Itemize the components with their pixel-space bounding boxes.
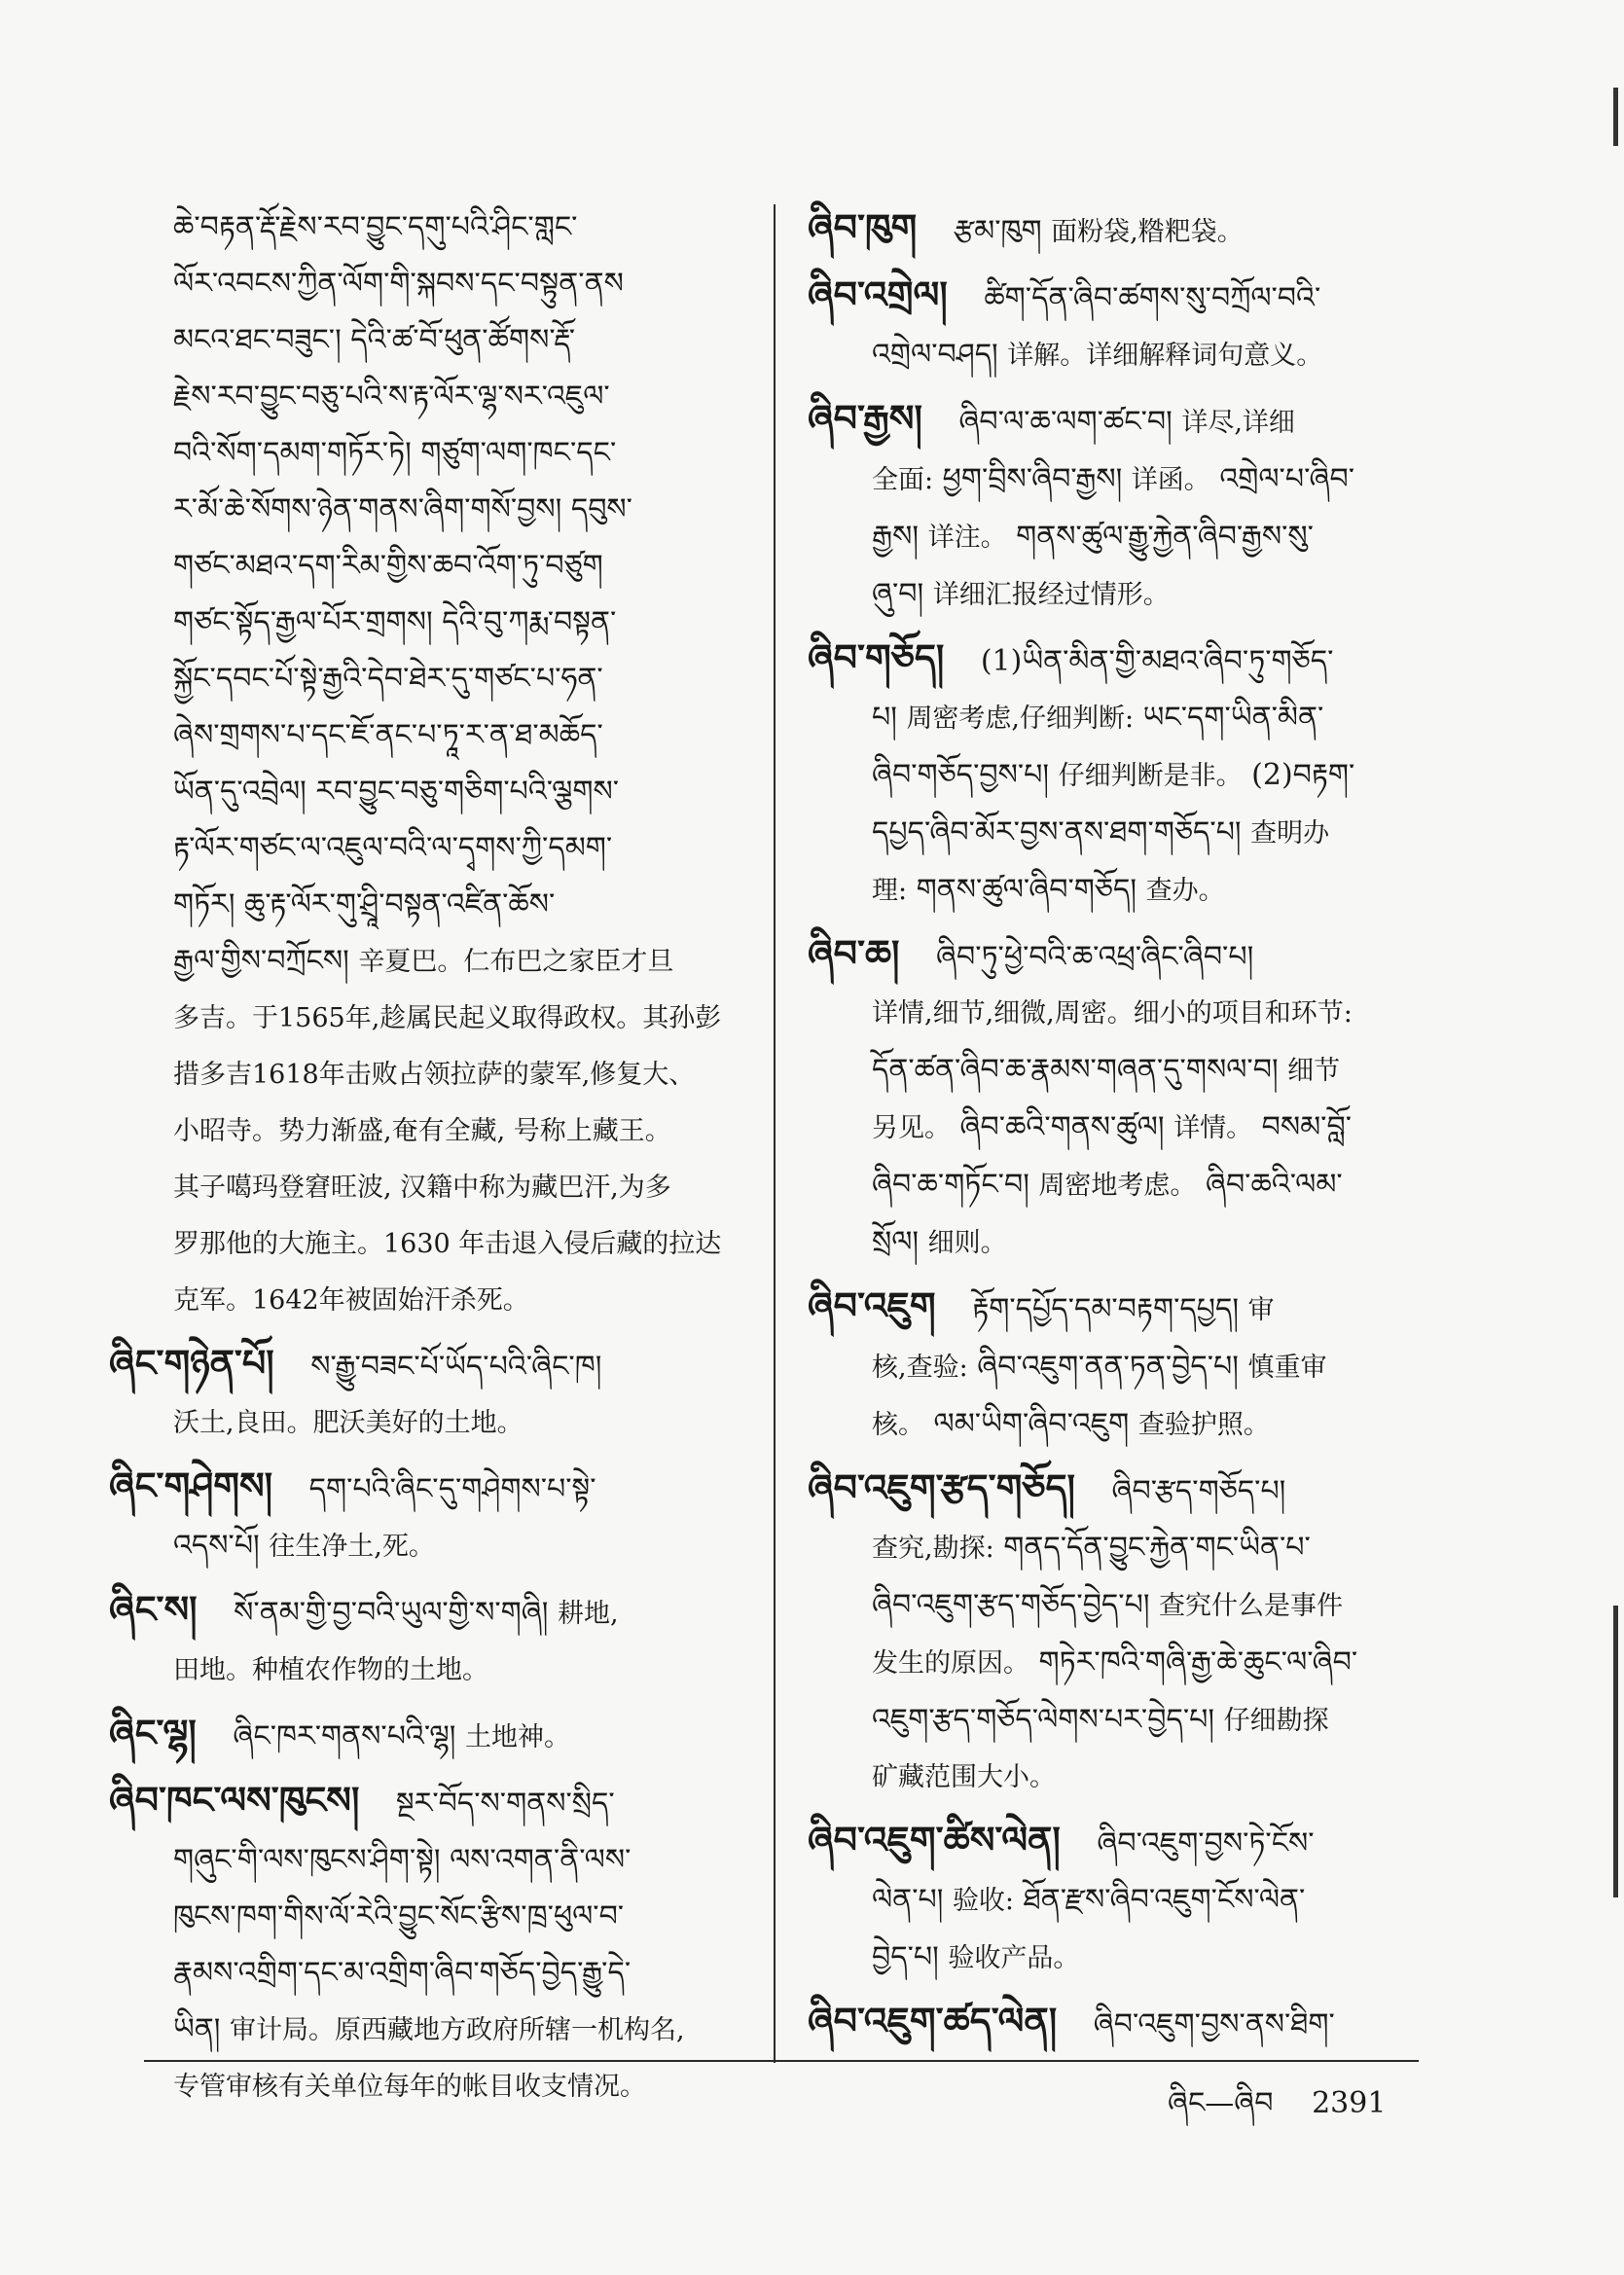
chinese-text: 细则。 <box>927 1228 1007 1258</box>
tibetan-text: ཞིབ་འཇུག་བྱས་ཏེ་ངོས་ <box>1097 1826 1315 1860</box>
entry-head-line <box>109 1772 751 1832</box>
mixed-line <box>808 1339 1450 1396</box>
right-column <box>808 199 1450 2059</box>
chinese-text: 查究,勘探: <box>872 1534 994 1564</box>
tibetan-text: འཇུག་རྩད་གཅོད་ལེགས་པར་བྱེད་པ། <box>872 1703 1215 1737</box>
tibetan-line: གཏོར། ཆུ་རྟ་ལོར་གུ་ཤྲཱི་བསྟན་འཛིན་ཆོས་ <box>173 887 556 921</box>
tibetan-text: གནས་ཚུལ་རྒྱུ་རྐྱེན་ཞིབ་རྒྱས་སུ་ <box>1016 520 1314 554</box>
tibetan-text: ཞིབ་རྩད་གཅོད་པ། <box>1111 1474 1286 1508</box>
chinese-text: 详细汇报经过情形。 <box>932 580 1170 610</box>
mixed-line <box>808 862 1450 920</box>
entry-head-line <box>808 630 1450 690</box>
tibetan-line: སྐྱོང་དབང་པོ་སྟེ་རྒྱའི་དེབ་ཐེར་དུ་གཙང་པ་ཧན་ <box>173 662 603 696</box>
tibetan-line: མངའ་ཐང་བཟུང་། དེའི་ཚ་བོ་ཕུན་ཚོགས་རྡོ་ <box>173 323 576 357</box>
tibetan-text: གཏེར་ཁའི་གཞི་རྒྱ་ཆེ་ཆུང་ལ་ཞིབ་ <box>1038 1645 1358 1679</box>
entry-head-line <box>808 1812 1450 1872</box>
mixed-line <box>808 566 1450 624</box>
tibetan-text: ཞིབ་གཅོད་བྱས་པ། <box>872 758 1050 792</box>
entry-head-line <box>808 199 1450 261</box>
dictionary-entry <box>808 199 1450 261</box>
footer-rule <box>144 2060 1419 2062</box>
tibetan-line: རྟ་ལོར་གཙང་ལ་འཇུལ་བའི་ལ་དྭགས་ཀྱི་དམག་ <box>173 831 613 865</box>
tibetan-line: གཙང་སྟོད་རྒྱལ་པོར་གྲགས། དེའི་བུ་ཀརྨ་བསྟན་ <box>173 605 617 639</box>
dictionary-entry <box>109 1458 751 1575</box>
dictionary-entry <box>808 390 1450 624</box>
chinese-text: 全面: <box>872 465 934 495</box>
tibetan-text: ཡིན། <box>173 2012 221 2046</box>
dictionary-entry <box>109 1335 751 1452</box>
tibetan-text: ཞིབ་ལ་ཆ་ལག་ཚང་བ། <box>958 405 1173 439</box>
tibetan-line: བའི་སོག་དམག་གཏོར་ཏེ། གཙུག་ལག་ཁང་དང་ <box>173 436 617 470</box>
mixed-line <box>808 1930 1450 1987</box>
dictionary-entry <box>808 1278 1450 1454</box>
tibetan-text: ས་རྒྱུ་བཟང་པོ་ཡོད་པའི་ཞིང་ཁ། <box>310 1350 602 1384</box>
dictionary-entry <box>808 1812 1450 1987</box>
mixed-line <box>808 805 1450 862</box>
tibetan-text: སྔར་བོད་ས་གནས་སྲིད་ <box>395 1787 615 1821</box>
tibetan-line: ཆེ་བརྟན་རྡོ་རྗེས་རབ་བྱུང་དགུ་པའི་ཤིང་གླང་ <box>173 210 578 244</box>
chinese-text: 周密地考虑。 <box>1038 1171 1197 1201</box>
chinese-definition: 详解。详细解释词句意义。 <box>1007 341 1323 371</box>
mixed-line <box>808 690 1450 747</box>
tibetan-text: ཡང་དག་ཡིན་མིན་ <box>1142 701 1324 735</box>
tibetan-text: ཞིབ་ཆའི་གནས་ཚུལ། <box>959 1110 1165 1144</box>
headword: ཞིབ་རྒྱས། <box>808 396 922 440</box>
chinese-line: 克军。1642年被固始汗杀死。 <box>173 1285 529 1316</box>
headword: ཞིབ་ཆ། <box>808 931 900 975</box>
mixed-line <box>808 1635 1450 1692</box>
chinese-line: 措多吉1618年击败占领拉萨的蒙军,修复大、 <box>173 1060 696 1090</box>
dictionary-entry <box>808 267 1450 384</box>
chinese-line: 罗那他的大施主。1630 年击退入侵后藏的拉达 <box>173 1229 722 1259</box>
entry-head-line <box>808 1278 1450 1339</box>
tibetan-text: རྒྱས། <box>872 520 920 554</box>
tibetan-text: ཚིག་དོན་ཞིབ་ཚགས་སུ་བཀྲོལ་བའི་ <box>984 281 1321 315</box>
chinese-line: 田地。种植农作物的土地。 <box>173 1655 488 1685</box>
tibetan-text: ལམ་ཡིག་ཞིབ་འཇུག <box>933 1407 1130 1441</box>
tibetan-text: རྩམ་ཁུག <box>953 214 1042 248</box>
tibetan-text: དཔྱད་ཞིབ་མོར་བྱས་ནས་ཐག་གཅོད་པ། <box>872 815 1242 849</box>
tibetan-text: སོ་ནམ་གྱི་བྱ་བའི་ཡུལ་གྱི་ས་གཞི། <box>234 1596 549 1630</box>
chinese-definition: 详尽,详细 <box>1181 408 1295 438</box>
entry-head-line <box>109 1581 751 1643</box>
mixed-line <box>808 1520 1450 1577</box>
tibetan-text: ཞིབ་ཆ་གཏོང་བ། <box>872 1168 1029 1202</box>
chinese-text: 理: <box>872 876 908 906</box>
chinese-text: 查明办 <box>1250 818 1330 849</box>
chinese-line: 专管审核有关单位每年的帐目收支情况。 <box>173 2072 646 2102</box>
chinese-text: 查究什么是事件 <box>1159 1591 1344 1621</box>
chinese-line: 沃土,良田。肥沃美好的土地。 <box>173 1408 523 1438</box>
chinese-text: 仔细勘探 <box>1223 1706 1329 1736</box>
mixed-line <box>808 509 1450 566</box>
chinese-text: 发生的原因。 <box>872 1648 1029 1679</box>
mixed-line <box>109 933 751 991</box>
mixed-line <box>808 1577 1450 1635</box>
column-divider <box>774 204 776 2063</box>
headword: ཞིབ་ཁང་ལས་ཁུངས། <box>109 1778 360 1822</box>
chinese-line: 详情,细节,细微,周密。细小的项目和环节: <box>872 998 1353 1029</box>
headword: ཞིབ་འཇུག་རྩད་གཅོད། <box>808 1465 1075 1509</box>
tibetan-text: ཞིབ་ཏུ་ཕྱེ་བའི་ཆ་འཕྲ་ཞིང་ཞིབ་པ། <box>935 940 1254 974</box>
chinese-line: 多吉。于1565年,趁属民起义取得政权。其孙彭 <box>173 1003 722 1033</box>
tibetan-line: ར་མོ་ཆེ་སོགས་ཉེན་གནས་ཞིག་གསོ་བྱས། དབུས་ <box>173 492 632 526</box>
chinese-text: 验收产品。 <box>948 1943 1080 1973</box>
left-column <box>109 199 751 2121</box>
tibetan-line: ལོར་འབངས་ཀྱིན་ལོག་གི་སྐབས་དང་བསྟུན་ནས <box>173 267 624 301</box>
dictionary-entry <box>808 925 1450 1272</box>
tibetan-text: པ། <box>872 701 897 735</box>
scan-edge-mark <box>1613 1606 1618 1897</box>
headword: ཞིང་གཤེགས། <box>109 1463 273 1507</box>
headword: ཞིབ་གཅོད། <box>808 635 945 679</box>
chinese-text: 查办。 <box>1145 876 1225 906</box>
chinese-definition: 辛夏巴。仁布巴之家臣才旦 <box>358 947 674 977</box>
headword: ཞིབ་འཇུག <box>808 1283 936 1327</box>
entry-head-line <box>109 1458 751 1518</box>
chinese-text: 详函。 <box>1131 465 1210 495</box>
chinese-text: 另见。 <box>872 1113 951 1143</box>
tibetan-text: (1)ཡིན་མིན་གྱི་མཐའ་ཞིབ་ཏུ་གཅོད་ <box>980 644 1334 678</box>
tibetan-text: (2)བརྟག་ <box>1251 758 1355 792</box>
headword: ཞིང་ས། <box>109 1587 198 1631</box>
scan-edge-mark <box>1613 88 1618 146</box>
mixed-line <box>808 1157 1450 1214</box>
mixed-line <box>109 1518 751 1575</box>
chinese-line: 其子噶玛登窘旺波, 汉籍中称为藏巴汗,为多 <box>173 1173 671 1203</box>
tibetan-text: ཞུ་བ། <box>872 577 924 611</box>
chinese-definition: 土地神。 <box>465 1722 571 1752</box>
tibetan-text: ཞིབ་འཇུག་ནན་ཏན་བྱེད་པ། <box>977 1350 1239 1384</box>
headword: ཞིབ་འཇུག་ཚད་ལེན། <box>808 1999 1058 2042</box>
mixed-line <box>808 1100 1450 1157</box>
mixed-line <box>808 747 1450 805</box>
chinese-definition: 面粉袋,糌粑袋。 <box>1051 217 1244 247</box>
chinese-text: 细节 <box>1287 1056 1341 1086</box>
tibetan-text: འདས་པོ། <box>173 1529 260 1563</box>
tibetan-text: གནད་དོན་བྱུང་རྐྱེན་གང་ཡིན་པ་ <box>1003 1531 1311 1565</box>
mixed-line <box>109 2002 751 2059</box>
chinese-definition: 审 <box>1247 1295 1275 1325</box>
page-number: 2391 <box>1312 2086 1387 2120</box>
tibetan-text: ཕྱག་བྲིས་ཞིབ་རྒྱས། <box>942 462 1123 496</box>
dictionary-entry-continuation <box>109 199 751 1329</box>
dictionary-entry <box>109 1581 751 1699</box>
tibetan-text: དོན་ཚན་ཞིབ་ཆ་རྣམས་གཞན་དུ་གསལ་བ། <box>872 1053 1279 1087</box>
chinese-definition: 往生净土,死。 <box>269 1532 435 1562</box>
chinese-text: 仔细判断是非。 <box>1058 761 1243 791</box>
mixed-line <box>808 327 1450 384</box>
tibetan-line: གཞུང་གི་ལས་ཁུངས་ཤིག་སྟེ། ལས་འགན་ནི་ལས་ <box>173 1843 632 1877</box>
mixed-line <box>808 1396 1450 1454</box>
guide-words: ཞིང—ཞིབ <box>1168 2086 1274 2120</box>
chinese-definition: 审计局。原西藏地方政府所辖一机构名, <box>229 2015 685 2045</box>
tibetan-text: ཞིང་ཁར་གནས་པའི་ལྷ། <box>233 1719 456 1753</box>
entry-head-line <box>109 1705 751 1766</box>
chinese-line: 小昭寺。势力渐盛,奄有全藏, 号称上藏王。 <box>173 1116 671 1146</box>
tibetan-text: ཞིབ་ཆའི་ལམ་ <box>1205 1168 1343 1202</box>
entry-head-line <box>808 390 1450 451</box>
headword: ཞིབ་འཇུག་ཚིས་ལེན། <box>808 1818 1061 1861</box>
entry-head-line <box>808 267 1450 327</box>
tibetan-line: ཞེས་གྲགས་པ་དང་ཇོ་ནང་པ་ཏཱ་ར་ན་ཐ་མཆོད་ <box>173 718 603 752</box>
entry-head-line <box>808 925 1450 986</box>
mixed-line <box>808 1042 1450 1100</box>
mixed-line <box>808 1872 1450 1930</box>
headword: ཞིང་གཉེན་པོ། <box>109 1341 274 1385</box>
dictionary-entry <box>109 1705 751 1766</box>
headword: ཞིབ་ཁུག <box>808 205 918 249</box>
chinese-text: 慎重审 <box>1247 1353 1327 1383</box>
tibetan-text: ཞིབ་འཇུག་བྱས་ནས་ཐིག་ <box>1093 2007 1335 2041</box>
tibetan-text: ཐོན་རྫས་ཞིབ་འཇུག་ངོས་ལེན་ <box>1023 1883 1306 1917</box>
tibetan-text: རྟོག་དཔྱོད་དམ་བརྟག་དཔྱད། <box>972 1292 1239 1326</box>
chinese-text: 核。 <box>872 1410 924 1440</box>
entry-head-line <box>109 1335 751 1395</box>
chinese-text: 验收: <box>952 1886 1015 1916</box>
page-footer <box>1168 2071 1415 2152</box>
dictionary-entry <box>808 1993 1450 2053</box>
tibetan-text: འགྲེལ་བཤད། <box>872 338 998 372</box>
chinese-text: 详注。 <box>927 523 1007 553</box>
tibetan-text: ཞིབ་འཇུག་རྩད་གཅོད་བྱེད་པ། <box>872 1588 1150 1622</box>
chinese-definition: 耕地, <box>557 1599 619 1629</box>
tibetan-text: དག་པའི་ཞིང་དུ་གཤེགས་པ་སྟེ་ <box>308 1472 596 1506</box>
chinese-text: 查验护照。 <box>1137 1410 1270 1440</box>
tibetan-line: ཡོན་དུ་འབྲེལ། རབ་བྱུང་བཅུ་གཅིག་པའི་ལྕགས་ <box>173 775 620 809</box>
tibetan-text: སྲོལ། <box>872 1225 920 1259</box>
tibetan-text: རྒྱལ་གྱིས་བཀྲོངས། <box>173 944 349 978</box>
chinese-text: 周密考虑,仔细判断: <box>906 704 1135 734</box>
dictionary-entry <box>808 1460 1450 1806</box>
tibetan-text: ལེན་པ། <box>872 1883 944 1917</box>
mixed-line <box>808 1692 1450 1750</box>
entry-head-line <box>808 1460 1450 1520</box>
headword: ཞིང་ལྷ། <box>109 1711 197 1754</box>
mixed-line <box>808 1214 1450 1272</box>
entry-head-line <box>808 1993 1450 2053</box>
chinese-line: 矿藏范围大小。 <box>872 1762 1056 1792</box>
tibetan-line: རྣམས་འགྲིག་དང་མ་འགྲིག་ཞིབ་གཅོད་བྱེད་རྒྱུ་དེ་ <box>173 1956 632 1990</box>
headword: ཞིབ་འགྲེལ། <box>808 272 948 316</box>
tibetan-line: གཙང་མཐའ་དག་རིམ་གྱིས་ཆབ་འོག་ཏུ་བཙུག <box>173 549 603 583</box>
tibetan-text: བསམ་བློ་ <box>1261 1110 1352 1144</box>
dictionary-entry <box>109 1772 751 2115</box>
tibetan-line: ཁུངས་ཁག་གིས་ལོ་རེའི་བྱུང་སོང་རྩིས་ཁྲ་ཕུལ་བ་ <box>173 1899 625 1933</box>
tibetan-text: འགྲེལ་པ་ཞིབ་ <box>1219 462 1355 496</box>
mixed-line <box>808 451 1450 509</box>
tibetan-line: རྗེས་རབ་བྱུང་བཅུ་པའི་ས་རྟ་ལོར་ལྷ་སར་འཇུལ་ <box>173 379 610 414</box>
tibetan-text: བྱེད་པ། <box>872 1940 939 1974</box>
chinese-text: 核,查验: <box>872 1353 968 1383</box>
tibetan-text: གནས་ཚུལ་ཞིབ་གཅོད། <box>916 873 1137 907</box>
dictionary-entry <box>808 630 1450 920</box>
chinese-text: 详情。 <box>1173 1113 1253 1143</box>
